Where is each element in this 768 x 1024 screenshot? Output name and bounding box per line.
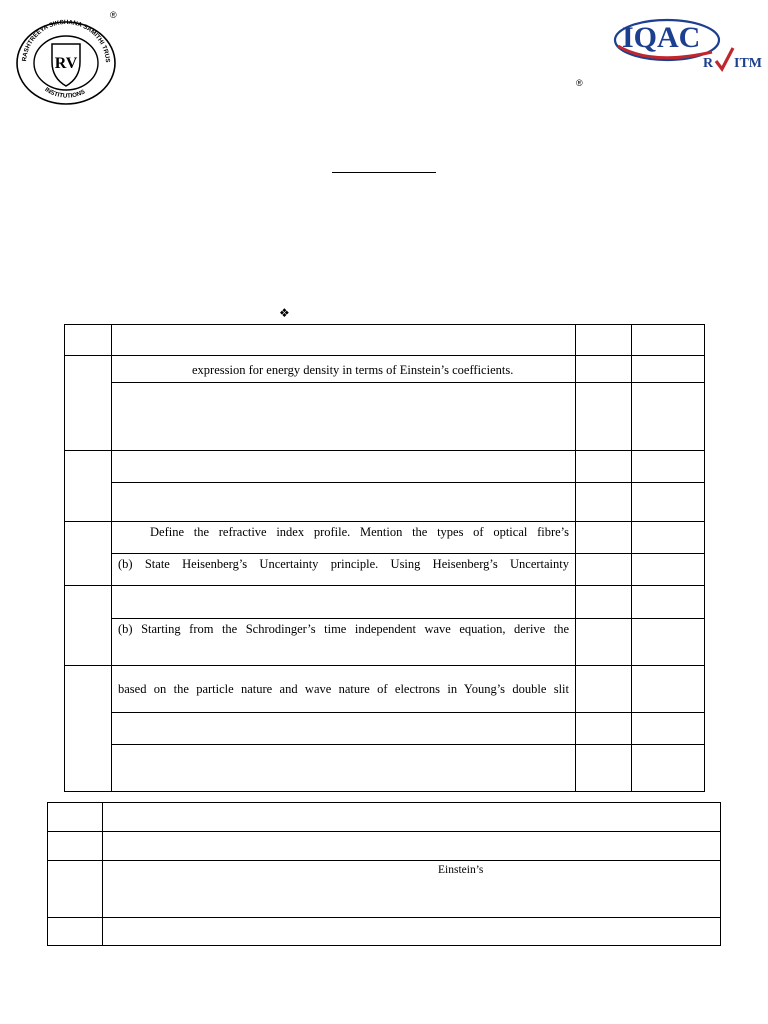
- question-cell-1a: [112, 356, 576, 383]
- question-cell-3a: [112, 522, 576, 554]
- rv-registered-mark: ®: [110, 10, 117, 20]
- question-text-4b: (b) Starting from the Schrodinger’s time independent wave equation, derive the: [118, 622, 569, 636]
- second-table-cell-3a: [48, 861, 103, 918]
- header-cell-marks: [576, 325, 632, 356]
- co-cell-2b: [632, 483, 705, 522]
- qno-cell-5: [65, 666, 112, 792]
- qno-cell-2: [65, 451, 112, 522]
- question-table: [64, 324, 705, 792]
- marks-cell-1b: [576, 383, 632, 451]
- marks-cell-1a: [576, 356, 632, 383]
- table-row: [65, 451, 705, 483]
- co-cell-5c: [632, 745, 705, 792]
- iqac-logo-sub-left: R: [703, 56, 714, 71]
- table-row: [65, 483, 705, 522]
- header-cell-question: [112, 325, 576, 356]
- table-row: [48, 861, 721, 918]
- marks-cell-2b: [576, 483, 632, 522]
- rv-seal-icon: [14, 18, 120, 106]
- question-cell-2b: [112, 483, 576, 522]
- second-table-cell-2b: [103, 832, 721, 861]
- second-table-cell-1b: [103, 803, 721, 832]
- question-cell-1b: [112, 383, 576, 451]
- iqac-logo: [612, 16, 760, 76]
- question-text-3a: Define the refractive index profile. Mention the types of optical fibre’s: [150, 525, 569, 539]
- table-row: [65, 522, 705, 554]
- diamond-bullet-icon: ❖: [279, 306, 290, 320]
- table-row: [48, 803, 721, 832]
- table-row: [65, 586, 705, 619]
- co-cell-3a: [632, 522, 705, 554]
- marks-cell-3a: [576, 522, 632, 554]
- table-row: [48, 918, 721, 946]
- table-row: [65, 713, 705, 745]
- second-table-cell-4b: [103, 918, 721, 946]
- table-row: [65, 383, 705, 451]
- marks-cell-5c: [576, 745, 632, 792]
- rv-seal-ring-top: RASHTREEYA SIKSHANA SAMITHI TRUS: [21, 18, 112, 63]
- co-cell-4b: [632, 619, 705, 666]
- marks-cell-5b: [576, 713, 632, 745]
- question-text-1a: expression for energy density in terms of Einstein’s coefficients.: [192, 363, 514, 377]
- table-row: [65, 619, 705, 666]
- question-cell-3b: [112, 554, 576, 586]
- second-table: [47, 802, 721, 946]
- co-cell-1a: [632, 356, 705, 383]
- header-cell-co: [632, 325, 705, 356]
- question-text-5a: based on the particle nature and wave nature of electrons in Young’s double slit: [118, 682, 569, 696]
- table-row: [65, 356, 705, 383]
- second-table-cell-4a: [48, 918, 103, 946]
- co-cell-5a: [632, 666, 705, 713]
- iqac-logo-sub-right: ITM: [734, 56, 762, 71]
- second-table-cell-1a: [48, 803, 103, 832]
- marks-cell-2a: [576, 451, 632, 483]
- co-cell-3b: [632, 554, 705, 586]
- second-table-text-3: Einstein’s: [438, 864, 484, 876]
- marks-cell-3b: [576, 554, 632, 586]
- table-row: [65, 666, 705, 713]
- question-cell-4a: [112, 586, 576, 619]
- iqac-logo-main-text: IQAC: [622, 21, 701, 54]
- title-underline: [332, 172, 436, 173]
- question-cell-5a: [112, 666, 576, 713]
- co-cell-5b: [632, 713, 705, 745]
- co-cell-1b: [632, 383, 705, 451]
- rv-seal-shield-text: RV: [54, 55, 78, 72]
- co-cell-2a: [632, 451, 705, 483]
- second-table-cell-2a: [48, 832, 103, 861]
- table-row: [65, 745, 705, 792]
- question-cell-2a: [112, 451, 576, 483]
- marks-cell-4a: [576, 586, 632, 619]
- table-row: [48, 832, 721, 861]
- question-cell-4b: [112, 619, 576, 666]
- qno-cell-1: [65, 356, 112, 451]
- rv-seal-logo: [14, 18, 120, 106]
- question-cell-5b: [112, 713, 576, 745]
- rv-seal-ring-bottom: INSTITUTIONS: [43, 86, 87, 100]
- qno-cell-3: [65, 522, 112, 586]
- header-cell-qno: [65, 325, 112, 356]
- co-cell-4a: [632, 586, 705, 619]
- question-cell-5c: [112, 745, 576, 792]
- second-table-cell-3b: [103, 861, 721, 918]
- marks-cell-4b: [576, 619, 632, 666]
- qno-cell-4: [65, 586, 112, 666]
- question-text-3b: (b) State Heisenberg’s Uncertainty principle. Using Heisenberg’s Uncertainty: [118, 557, 569, 571]
- marks-cell-5a: [576, 666, 632, 713]
- iqac-registered-mark: ®: [576, 78, 583, 88]
- table-row: [65, 554, 705, 586]
- table-header-row: [65, 325, 705, 356]
